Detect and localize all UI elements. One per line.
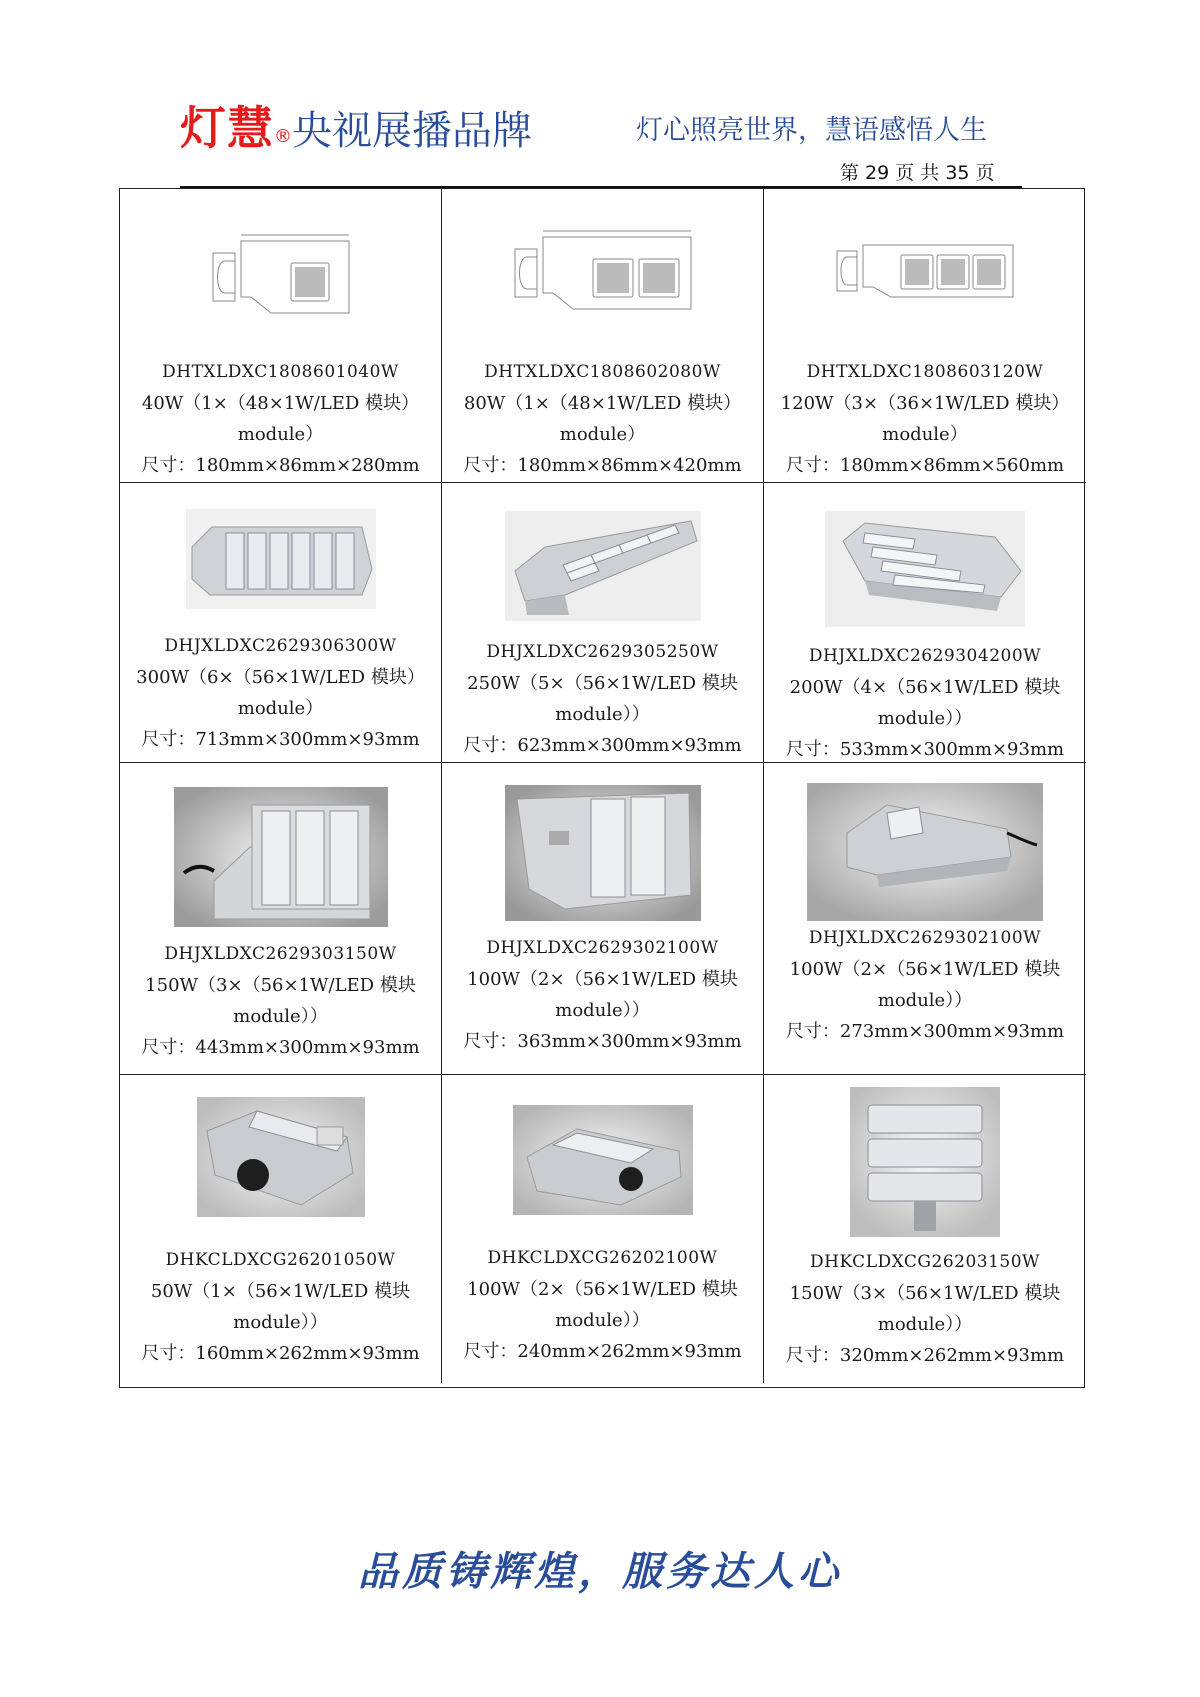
product-cell [764, 763, 1086, 1075]
product-cell [120, 763, 442, 1075]
product-info [764, 641, 1086, 765]
lamp-photo-image [505, 785, 701, 921]
product-spec-cont: module）） [555, 1310, 650, 1331]
product-cell [120, 483, 442, 763]
product-model: DHTXLDXC1808603120W [806, 362, 1044, 382]
brand-subtitle: 央视展播品牌 [292, 108, 532, 154]
product-spec-cont: module）） [877, 990, 973, 1011]
lamp-photo-image [850, 1087, 1000, 1237]
lamp-photo-image [505, 511, 701, 621]
product-size: 尺寸：533mm×300mm×93mm [785, 739, 1065, 760]
product-info [120, 631, 441, 755]
lamp-drawing-image [513, 227, 693, 317]
lamp-photo-image [197, 1097, 365, 1217]
product-spec-cont: module） [882, 424, 968, 445]
product-model: DHTXLDXC1808601040W [162, 362, 399, 382]
product-info [442, 933, 763, 1057]
product-table [119, 188, 1085, 1388]
product-spec-cont: module）） [555, 1000, 650, 1021]
lamp-photo-image [807, 783, 1043, 921]
product-model: DHJXLDXC2629302100W [486, 938, 719, 958]
product-size: 尺寸：623mm×300mm×93mm [463, 735, 742, 756]
product-cell [764, 1075, 1086, 1383]
lamp-photo-image [174, 787, 388, 927]
product-model: DHTXLDXC1808602080W [484, 362, 721, 382]
product-spec: 250W（5×（56×1W/LED 模块 [467, 673, 738, 694]
product-cell [442, 483, 764, 763]
product-size: 尺寸：180mm×86mm×560mm [785, 455, 1065, 476]
product-size: 尺寸：320mm×262mm×93mm [785, 1345, 1065, 1366]
product-cell [442, 189, 764, 483]
product-spec: 100W（2×（56×1W/LED 模块 [467, 1279, 738, 1300]
product-size: 尺寸：443mm×300mm×93mm [141, 1037, 420, 1058]
product-info [442, 1243, 763, 1367]
product-cell [764, 189, 1086, 483]
product-spec: 100W（2×（56×1W/LED 模块 [467, 969, 738, 990]
product-spec-cont: module） [237, 424, 324, 445]
product-size: 尺寸：160mm×262mm×93mm [141, 1343, 420, 1364]
product-spec: 150W（3×（56×1W/LED 模块 [145, 975, 416, 996]
lamp-drawing-image [211, 231, 351, 321]
footer-slogan: 品质铸辉煌，服务达人心 [358, 1548, 842, 1595]
product-info [764, 357, 1086, 481]
lamp-photo-image [825, 511, 1025, 627]
product-info [120, 1245, 441, 1369]
product-model: DHKCLDXCG26202100W [487, 1248, 718, 1268]
product-spec-cont: module）） [555, 704, 650, 725]
page-number: 第 29 页 共 35 页 [840, 162, 995, 184]
product-size: 尺寸：180mm×86mm×280mm [141, 455, 420, 476]
product-model: DHJXLDXC2629305250W [486, 642, 719, 662]
product-model: DHJXLDXC2629306300W [164, 636, 397, 656]
product-spec-cont: module）） [877, 1314, 973, 1335]
product-spec-cont: module） [237, 698, 324, 719]
product-spec: 200W（4×（56×1W/LED 模块 [789, 677, 1061, 698]
product-spec: 80W（1×（48×1W/LED 模块） [463, 393, 742, 414]
product-spec: 150W（3×（56×1W/LED 模块 [789, 1283, 1061, 1304]
product-info [120, 357, 441, 481]
lamp-drawing-image [835, 231, 1015, 311]
product-cell [120, 1075, 442, 1383]
product-info [764, 923, 1086, 1047]
lamp-photo-image [513, 1105, 693, 1215]
product-model: DHKCLDXCG26201050W [165, 1250, 396, 1270]
product-spec: 300W（6×（56×1W/LED 模块） [136, 667, 425, 688]
product-spec-cont: module）） [877, 708, 973, 729]
registered-mark: ® [274, 126, 292, 147]
product-info [442, 637, 763, 761]
product-size: 尺寸：713mm×300mm×93mm [141, 729, 420, 750]
product-model: DHJXLDXC2629303150W [164, 944, 397, 964]
product-spec: 100W（2×（56×1W/LED 模块 [789, 959, 1061, 980]
lamp-photo-image [186, 509, 376, 609]
product-spec: 120W（3×（36×1W/LED 模块） [780, 393, 1070, 414]
product-spec: 40W（1×（48×1W/LED 模块） [141, 393, 420, 414]
product-model: DHKCLDXCG26203150W [809, 1252, 1041, 1272]
page-header [180, 92, 1040, 155]
product-spec-cont: module）） [233, 1312, 328, 1333]
product-cell [764, 483, 1086, 763]
product-spec-cont: module）） [233, 1006, 328, 1027]
product-cell [442, 763, 764, 1075]
product-model: DHJXLDXC2629302100W [808, 928, 1042, 948]
product-spec-cont: module） [559, 424, 646, 445]
product-info [442, 357, 763, 481]
product-size: 尺寸：240mm×262mm×93mm [463, 1341, 742, 1362]
product-size: 尺寸：273mm×300mm×93mm [785, 1021, 1065, 1042]
product-spec: 50W（1×（56×1W/LED 模块 [150, 1281, 411, 1302]
brand [180, 92, 532, 158]
product-cell [120, 189, 442, 483]
product-cell [442, 1075, 764, 1383]
product-size: 尺寸：180mm×86mm×420mm [463, 455, 742, 476]
product-size: 尺寸：363mm×300mm×93mm [463, 1031, 742, 1052]
product-info [120, 939, 441, 1063]
product-info [764, 1247, 1086, 1371]
header-slogan: 灯心照亮世界，慧语感悟人生 [636, 115, 987, 146]
product-model: DHJXLDXC2629304200W [808, 646, 1042, 666]
brand-logo: 灯慧 [180, 101, 274, 155]
